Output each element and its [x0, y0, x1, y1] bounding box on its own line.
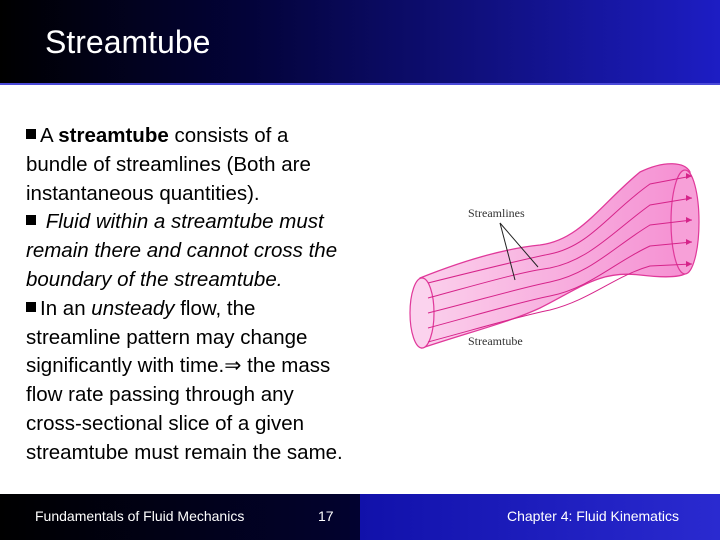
body-line: significantly with time.⇒ the mass [26, 354, 331, 378]
slide-body [26, 122, 406, 468]
slide-title: Streamtube [45, 24, 211, 60]
footer-left [0, 494, 360, 540]
inlet-section [410, 278, 434, 348]
paragraph-3: In an unsteady flow, the [26, 295, 406, 324]
streamtube-surface [420, 164, 690, 348]
paragraph-1: A streamtube consists of a [26, 122, 406, 151]
implies-arrow-icon: ⇒ [224, 354, 242, 378]
bullet-icon [26, 129, 36, 139]
footer-course-title: Fundamentals of Fluid Mechanics [35, 508, 245, 524]
body-line: bundle of streamlines (Both are [26, 152, 311, 176]
footer-chapter: Chapter 4: Fluid Kinematics [507, 508, 679, 524]
body-line: cross-sectional slice of a given [26, 411, 305, 435]
term-unsteady: unsteady [91, 296, 175, 320]
title-bar [0, 0, 720, 85]
body-line: remain there and cannot cross the [26, 239, 338, 263]
body-line: boundary of the streamtube. [26, 267, 283, 291]
body-line: flow rate passing through any [26, 383, 294, 407]
streamlines-label: Streamlines [468, 206, 525, 220]
footer-right [360, 494, 720, 540]
page-number: 17 [318, 508, 334, 524]
bullet-icon [26, 215, 36, 225]
streamtube-diagram [400, 150, 710, 390]
term-streamtube: streamtube [58, 124, 169, 147]
body-line: streamline pattern may change [26, 325, 308, 349]
body-line: instantaneous quantities). [26, 181, 260, 205]
body-line: streamtube must remain the same. [26, 440, 343, 464]
bullet-icon [26, 302, 36, 312]
streamtube-label: Streamtube [468, 334, 523, 348]
paragraph-2: Fluid within a streamtube must [26, 208, 406, 237]
